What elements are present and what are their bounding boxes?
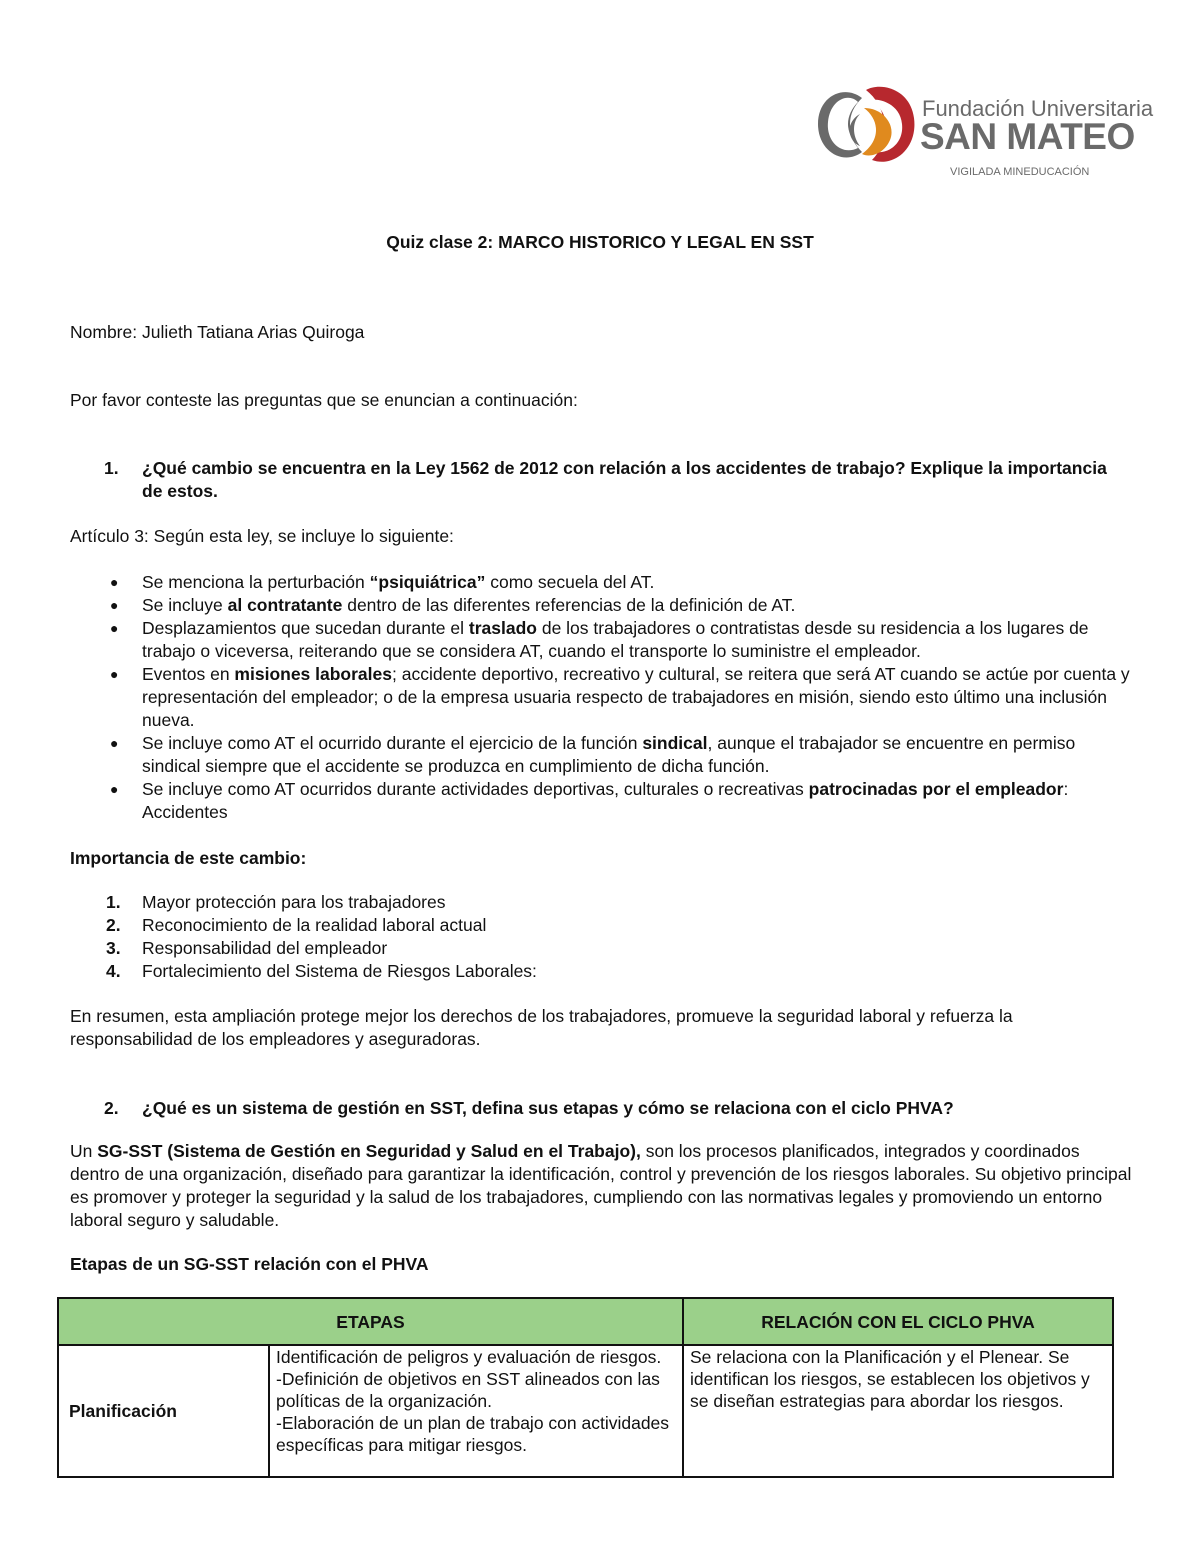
importance-heading: Importancia de este cambio: bbox=[70, 848, 307, 868]
article-intro: Artículo 3: Según esta ley, se incluye lo siguiente: bbox=[70, 526, 454, 546]
bullet-icon: ● bbox=[110, 574, 119, 590]
document-title: Quiz clase 2: MARCO HISTORICO Y LEGAL EN SST bbox=[386, 232, 814, 252]
list-item: 2. Reconocimiento de la realidad laboral actual bbox=[106, 915, 487, 935]
bullet-icon: ● bbox=[110, 781, 119, 797]
logo-line-3: VIGILADA MINEDUCACIÓN bbox=[950, 166, 1090, 178]
question-number: 2. bbox=[104, 1098, 119, 1118]
change-bullet-list bbox=[110, 571, 1130, 824]
table-header-row bbox=[58, 1298, 1113, 1345]
details-cell: Identificación de peligros y evaluación de riesgos. -Definición de objetivos en SST alineados con las políticas de la organización. -Elaboración de un plan de trabajo con actividades específicas para mitigar riesgos. bbox=[269, 1345, 683, 1477]
logo-mark-icon bbox=[814, 78, 918, 182]
logo-line-2: SAN MATEO bbox=[920, 116, 1135, 157]
list-item: ● Se incluye al contratante dentro de las diferentes referencias de la definición de AT. bbox=[110, 595, 796, 615]
list-item: ● Se menciona la perturbación “psiquiátrica” como secuela del AT. bbox=[110, 572, 655, 592]
question-1 bbox=[104, 457, 1124, 503]
university-logo bbox=[814, 78, 1154, 182]
header-etapas: ETAPAS bbox=[58, 1298, 683, 1345]
sgsst-definition: Un SG-SST (Sistema de Gestión en Seguridad y Salud en el Trabajo), son los procesos planificados, integrados y coordinados dentro de una organización, diseñado para garantizar la identificación, control y prevención de los riesgos laborales. Su objetivo principal es promover y proteger la seguridad y la salud de los trabajadores, cumpliendo con las normativas legales y promoviendo un entorno laboral seguro y saludable. bbox=[70, 1141, 1132, 1230]
question-text: ¿Qué es un sistema de gestión en SST, defina sus etapas y cómo se relaciona con el ciclo PHVA? bbox=[142, 1098, 954, 1118]
importance-list bbox=[106, 891, 1106, 983]
student-name: Nombre: Julieth Tatiana Arias Quiroga bbox=[70, 322, 365, 342]
list-item: 1. Mayor protección para los trabajadores bbox=[106, 892, 446, 912]
table-heading: Etapas de un SG-SST relación con el PHVA bbox=[70, 1254, 429, 1274]
instructions: Por favor conteste las preguntas que se enuncian a continuación: bbox=[70, 390, 578, 410]
table-row bbox=[58, 1345, 1113, 1477]
list-item: ● Se incluye como AT ocurridos durante actividades deportivas, culturales o recreativas patrocinadas por el empleador: Accidentes bbox=[110, 779, 1069, 822]
list-item: 4. Fortalecimiento del Sistema de Riesgos Laborales: bbox=[106, 961, 537, 981]
phva-table bbox=[57, 1297, 1114, 1478]
bullet-icon: ● bbox=[110, 735, 119, 751]
list-item: ● Eventos en misiones laborales; accidente deportivo, recreativo y cultural, se reitera que será AT cuando se actúe por cuenta y representación del empleador; o de la empresa usuaria respecto de trabajadores en misión, siendo esto último una inclusión nueva. bbox=[110, 664, 1130, 730]
list-item: ● Se incluye como AT el ocurrido durante el ejercicio de la función sindical, aunque el trabajador se encuentre en permiso sindical siempre que el accidente se produzca en cumplimiento de dicha función. bbox=[110, 733, 1076, 776]
header-relacion: RELACIÓN CON EL CICLO PHVA bbox=[683, 1298, 1113, 1345]
bullet-icon: ● bbox=[110, 666, 119, 682]
bullet-icon: ● bbox=[110, 597, 119, 613]
relation-cell: Se relaciona con la Planificación y el Plenear. Se identifican los riesgos, se establecen los objetivos y se diseñan estrategias para abordar los riesgos. bbox=[683, 1345, 1113, 1477]
question-2 bbox=[104, 1097, 1124, 1120]
list-item: 3. Responsabilidad del empleador bbox=[106, 938, 388, 958]
bullet-icon: ● bbox=[110, 620, 119, 636]
stage-cell: Planificación bbox=[58, 1345, 269, 1477]
list-item: ● Desplazamientos que sucedan durante el traslado de los trabajadores o contratistas desde su residencia a los lugares de trabajo o viceversa, reiterando que se considera AT, cuando el transporte lo suministre el empleador. bbox=[110, 618, 1089, 661]
question-text: ¿Qué cambio se encuentra en la Ley 1562 de 2012 con relación a los accidentes de trabajo? Explique la importancia de estos. bbox=[142, 458, 1107, 501]
question-number: 1. bbox=[104, 458, 119, 478]
logo-line-1: Fundación Universitaria bbox=[922, 96, 1154, 121]
summary-paragraph: En resumen, esta ampliación protege mejor los derechos de los trabajadores, promueve la seguridad laboral y refuerza la responsabilidad de los empleadores y aseguradoras. bbox=[70, 1006, 1013, 1049]
